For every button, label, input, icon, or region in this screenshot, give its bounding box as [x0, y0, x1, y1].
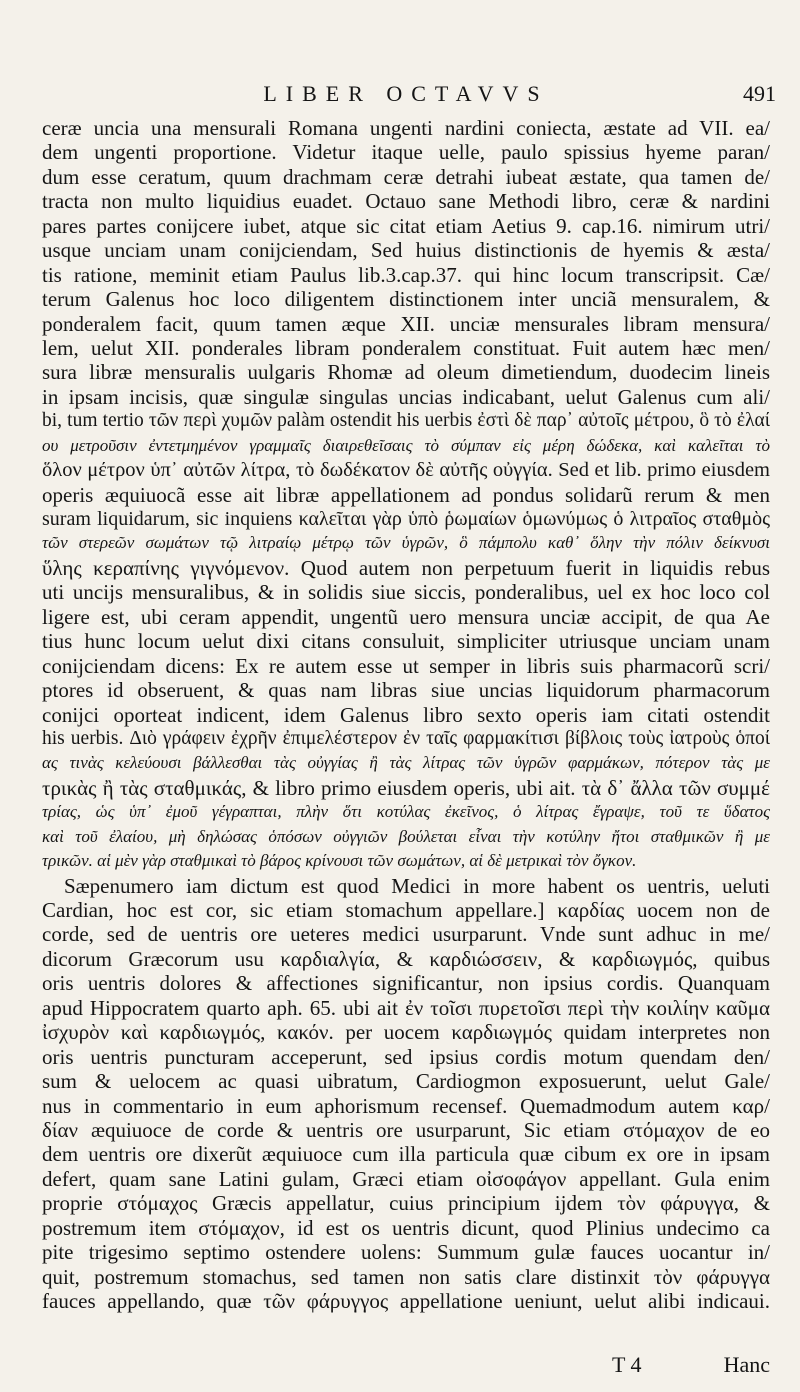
- text-line: καὶ τοῦ ἐλαίου, μὴ δηλώσας ὁπόσων οὐγγιῶν βούλεται εἶναι τὴν κοτύλην ἤτοι σταθμικῶν ἢ με: [42, 826, 770, 846]
- text-line: τῶν στερεῶν σωμάτων τῷ λιτραίῳ μέτρῳ τῶν ὑγρῶν, ὃ πάμπολυ καθ᾽ ὅλην τὴν πόλιν δείκνυσι: [42, 533, 770, 553]
- text-line: bi, tum tertio τῶν περὶ χυμῶν palàm ostendit his uerbis ἐστὶ δὲ παρ᾽ αὐτοῖς μέτρου, ὃ τὸ ἐλαί: [42, 410, 770, 432]
- text-line: Cardian, hoc est cor, sic etiam stomachum appellare.] καρδίας uocem non de: [42, 898, 770, 922]
- text-line: pares partes conijcere iubet, atque sic citat etiam Aetius 9. cap.16. nimirum utri/: [42, 213, 770, 238]
- text-line: dum esse ceratum, quum drachmam ceræ detrahi iubeat æstate, qua tamen de/: [42, 164, 770, 189]
- text-line: conijciendam dicens: Ex re autem esse ut semper in libris suis pharmacorũ scri/: [42, 653, 770, 678]
- text-line: pite trigesimo septimo ostendere uolens: Summum gulæ fauces uocantur in/: [42, 1240, 770, 1265]
- text-line: sum & uelocem ac quasi uibratum, Cardiogmon exposuerunt, uelut Gale/: [42, 1069, 770, 1094]
- text-line: ἰσχυρὸν καὶ καρδιωγμός, κακόν. per uocem καρδιωγμός quidam interpretes non: [42, 1020, 770, 1045]
- text-line: corde, sed de uentris ore ueteres medici usurparunt. Vnde sunt adhuc in me/: [42, 922, 770, 947]
- text-line: τρίας, ὡς ὑπ᾽ ἐμοῦ γέγραπται, πλὴν ὅτι κοτύλας ἐκεῖνος, ὁ λίτρας ἔγραψε, τοῦ τε ὕδατος: [42, 802, 770, 822]
- page-footer: [0, 1352, 800, 1382]
- text-line: in ipsam incisis, quæ singulæ singulas uncias indicabant, uelut Galenus cum ali/: [42, 384, 770, 409]
- text-line: ceræ uncia una mensurali Romana ungenti nardini coniecta, æstate ad VII. ea/: [42, 116, 770, 140]
- text-line: τρικὰς ἢ τὰς σταθμικάς, & libro primo eiusdem operis, ubi ait. τὰ δ᾽ ἄλλα τῶν συμμέ: [42, 775, 770, 800]
- text-line: ας τινὰς κελεύουσι βάλλεσθαι τὰς οὐγγίας ἢ τὰς λίτρας τῶν ὑγρῶν φαρμάκων, πότερον τὰς με: [42, 753, 770, 773]
- text-line: operis æquiuocã esse ait libræ appellationem ad pondus solidarũ rerum & men: [42, 482, 770, 507]
- text-line: dem uentris ore dixerũt æquiuoce cum illa particula quæ cibum ex ore in ipsam: [42, 1142, 770, 1167]
- text-line: ponderalem facit, quum tamen æque XII. unciæ mensurales libram mensura/: [42, 311, 770, 336]
- page-header: [42, 0, 776, 106]
- text-line: tracta non multo liquidius euadet. Octauo sane Methodi libro, ceræ & nardini: [42, 189, 770, 214]
- text-line: suram liquidarum, sic inquiens καλεῖται γὰρ ὑπὸ ῥωμαίων ὁμωνύμως ὁ λιτραῖος σταθμὸς: [42, 508, 770, 530]
- text-line: apud Hippocratem quarto aph. 65. ubi ait ἐν τοῖσι πυρετοῖσι περὶ τὴν κοιλίην καῦμα: [42, 995, 770, 1020]
- text-line: oris uentris puncturam acceperunt, sed ipsius cordis motum quendam den/: [42, 1044, 770, 1069]
- text-line: tius hunc locum uelut dixi citans consuluit, simpliciter utriusque unciam unam: [42, 629, 770, 654]
- text-line: proprie στόμαχος Græcis appellatur, cuius principium ijdem τὸν φάρυγγα, &: [42, 1191, 770, 1216]
- text-line: ligere est, ubi ceram appendit, ungentũ uero mensura unciæ accipit, de qua Ae: [42, 604, 770, 629]
- text-line: ὕλης κεραπίνης γιγνόμενον. Quod autem non perpetuum fuerit in liquidis rebus: [42, 555, 770, 580]
- text-line: terum Galenus hoc loco diligentem distinctionem inter unciã mensuralem, &: [42, 287, 770, 312]
- text-line: uti uncijs mensuralibus, & in solidis siue siccis, ponderalibus, uel ex hoc loco col: [42, 580, 770, 605]
- text-line: fauces appellando, quæ τῶν φάρυγγος appellatione ueniunt, uelut alibi indicaui.: [42, 1289, 770, 1313]
- page-number: 491: [743, 81, 776, 106]
- text-block: [42, 116, 770, 1313]
- text-line: ὅλον μέτρον ὑπ᾽ αὐτῶν λίτρα, τὸ δωδέκατον δὲ αὐτῆς οὐγγία. Sed et lib. primo eiusdem: [42, 459, 770, 482]
- catchword: Hanc: [723, 1352, 770, 1377]
- text-line: Sæpenumero iam dictum est quod Medici in more habent os uentris, ueluti: [64, 873, 770, 898]
- signature-mark: T 4: [612, 1352, 642, 1377]
- text-line: tis ratione, meminit etiam Paulus lib.3.cap.37. qui hinc locum transcripsit. Cæ/: [42, 262, 770, 287]
- text-line: dicorum Græcorum usu καρδιαλγία, & καρδιώσσειν, & καρδιωγμός, quibus: [42, 946, 770, 971]
- running-title: LIBER OCTAVVS: [263, 81, 549, 106]
- text-line: sura libræ mensuralis uulgaris Rhomæ ad oleum dimetiendum, duodecim lineis: [42, 360, 770, 385]
- text-line: nus in commentario in eum aphorismum recensef. Quemadmodum autem καρ/: [42, 1093, 770, 1118]
- text-line: ptores id obseruent, & quas nam libras siue uncias liquidorum pharmacorum: [42, 678, 770, 703]
- text-line: ου μετροῦσιν ἐντετμημένον γραμμαῖς διαιρεθεῖσαις τὸ σύμπαν εἰς μέρη δώδεκα, καὶ καλεῖται τὸ: [42, 435, 770, 455]
- text-line: usque unciam unam conijciendam, Sed huius distinctionis de hyemis & æsta/: [42, 238, 770, 263]
- text-line: defert, quam sane Latini gulam, Græci etiam οἰσοφάγον appellant. Gula enim: [42, 1166, 770, 1191]
- text-line: dem ungenti proportione. Videtur itaque uelle, paulo spissius hyeme paran/: [42, 140, 770, 165]
- text-line: postremum item στόμαχον, id est os uentris dicunt, quod Plinius undecimo ca: [42, 1215, 770, 1240]
- text-line: conijci oporteat indicent, idem Galenus libro sexto operis iam citati ostendit: [42, 702, 770, 727]
- text-line: δίαν æquiuoce de corde & uentris ore usurparunt, Sic etiam στόμαχον de eo: [42, 1117, 770, 1142]
- text-line: his uerbis. Διὸ γράφειν ἐχρῆν ἐπιμελέστερον ἐν ταῖς φαρμακίτισι βίβλοις τοὺς ἰατροὺς ὁποί: [42, 727, 770, 749]
- text-line: τρικῶν. αἱ μὲν γὰρ σταθμικαὶ τὸ βάρος κρίνουσι τῶν σωμάτων, αἱ δὲ μετρικαὶ τὸν ὄγκον.: [42, 851, 637, 871]
- text-line: quit, postremum stomachus, sed tamen non satis clare distinxit τὸν φάρυγγα: [42, 1264, 770, 1289]
- text-line: oris uentris dolores & affectiones significantur, non ipsius cordis. Quanquam: [42, 971, 770, 996]
- text-line: lem, uelut XII. ponderales libram ponderalem constituat. Fuit autem hæc men/: [42, 335, 770, 360]
